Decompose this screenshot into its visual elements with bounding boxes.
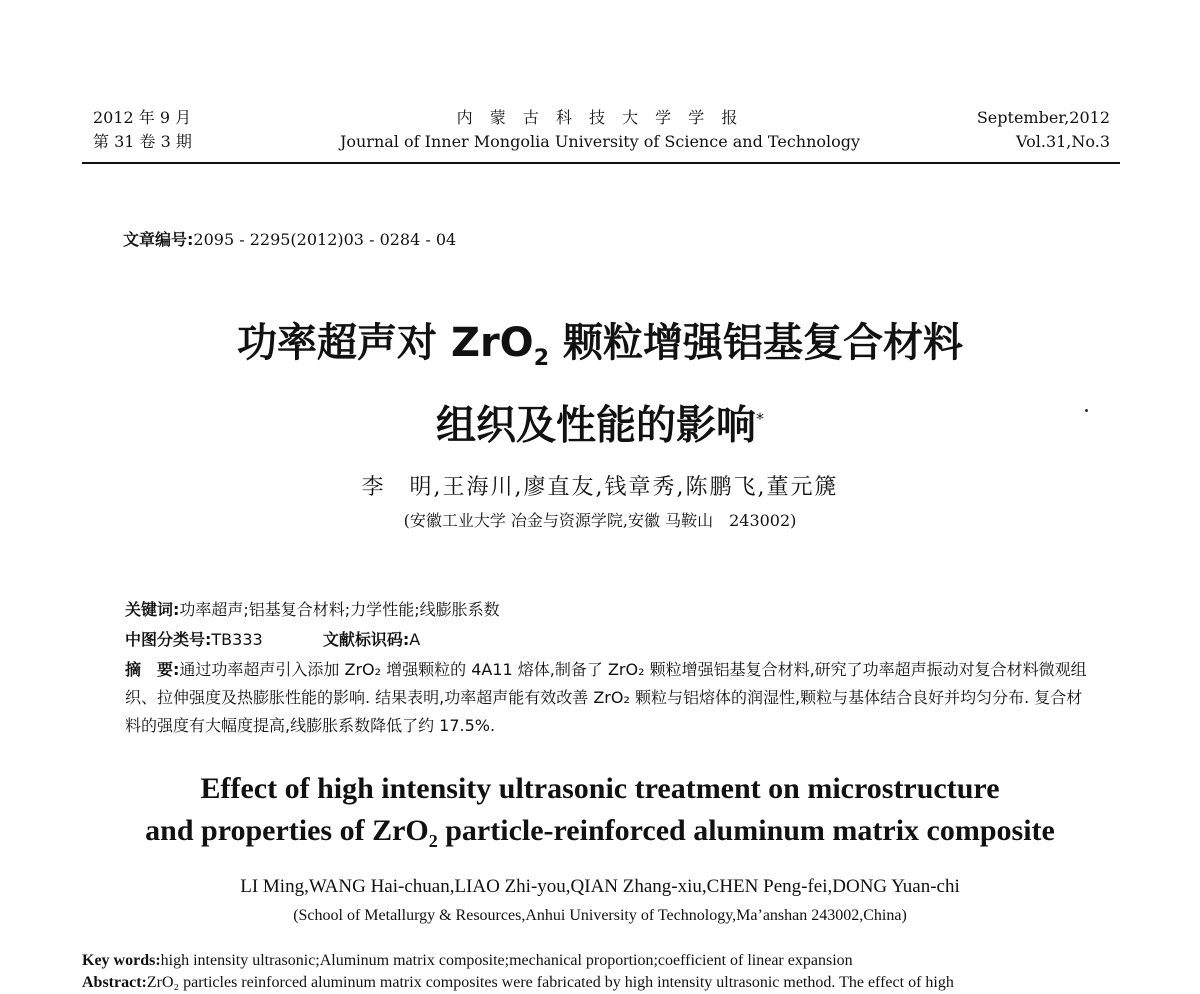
journal-name-en: Journal of Inner Mongolia University of Science and Technology [339,132,861,151]
title-en-line2: and properties of ZrO$_2$ particle-reinforced aluminum matrix composite [145,814,1055,851]
abstract-en-label: Abstract: [82,974,147,991]
abstract-cn-text: 通过功率超声引入添加 ZrO₂ 增强颗粒的 4A11 熔体,制备了 ZrO₂ 颗粒增强铝基复合材料,研究了功率超声振动对复合材料微观组织、拉伸强度及热膨胀性能的影响. 结果表明,功率超声能有效改善 ZrO₂ 颗粒与铝熔体的润湿性,颗粒与基体结合良好并均匀分布. 复合材料的强度有大幅度提高,线膨胀系数降低了约 17.5%. [125,660,1087,735]
title-en-line1: Effect of high intensity ultrasonic treatment on microstructure [200,772,1000,805]
abstract-en [82,974,1122,992]
header-right [977,106,1110,154]
article-number-label: 文章编号: [123,230,194,249]
title-en [0,768,1200,862]
keywords-en-label: Key words: [82,952,161,969]
affiliation-cn: (安徽工业大学 冶金与资源学院,安徽 马鞍山 243002) [403,511,797,530]
header-rule [82,162,1120,164]
volume-en: Vol.31,No.3 [1016,132,1110,151]
keywords-en-value: high intensity ultrasonic;Aluminum matrix composite;mechanical proportion;coefficient of linear expansion [160,952,853,969]
article-number [123,227,456,250]
footnote-mark: * [756,409,764,428]
keywords-en [82,952,1122,970]
authors-cn: 李 明,王海川,廖直友,钱章秀,陈鹏飞,董元篪 [361,475,839,500]
title-cn-line1: 功率超声对 ZrO$_2$ 颗粒增强铝基复合材料 [237,320,963,371]
title-cn-line2: 组织及性能的影响* [436,402,764,449]
abstract-en-text: ZrO₂ particles reinforced aluminum matrix composites were fabricated by high intensity ultrasonic method. The effect of high [146,974,954,991]
journal-name-cn: 内 蒙 古 科 技 大 学 学 报 [456,108,744,127]
issue-date-cn: 2012 年 9 月 [93,108,192,127]
issue-date-en: September,2012 [976,108,1110,127]
authors-en: LI Ming,WANG Hai-chuan,LIAO Zhi-you,QIAN Zhang-xiu,CHEN Peng-fei,DONG Yuan-chi [240,876,960,897]
keywords-cn [125,596,1090,624]
doc-code-label: 文献标识码: [322,630,410,649]
abstract-cn-label: 摘 要: [125,660,180,679]
keywords-cn-value: 功率超声;铝基复合材料;力学性能;线膨胀系数 [179,600,500,619]
clc-value: TB333 [211,630,263,649]
scan-dot [1085,409,1088,412]
doc-code-value: A [409,630,421,649]
affiliation-en: (School of Metallurgy & Resources,Anhui University of Technology,Ma’anshan 243002,China) [293,907,907,924]
keywords-cn-label: 关键词: [125,600,180,619]
article-number-value: 2095 - 2295(2012)03 - 0284 - 04 [193,230,457,249]
volume-cn: 第 31 卷 3 期 [93,132,192,151]
abstract-cn [125,656,1090,740]
title-cn [0,313,1200,455]
clc-label: 中图分类号: [125,630,212,649]
classification [125,626,1090,654]
